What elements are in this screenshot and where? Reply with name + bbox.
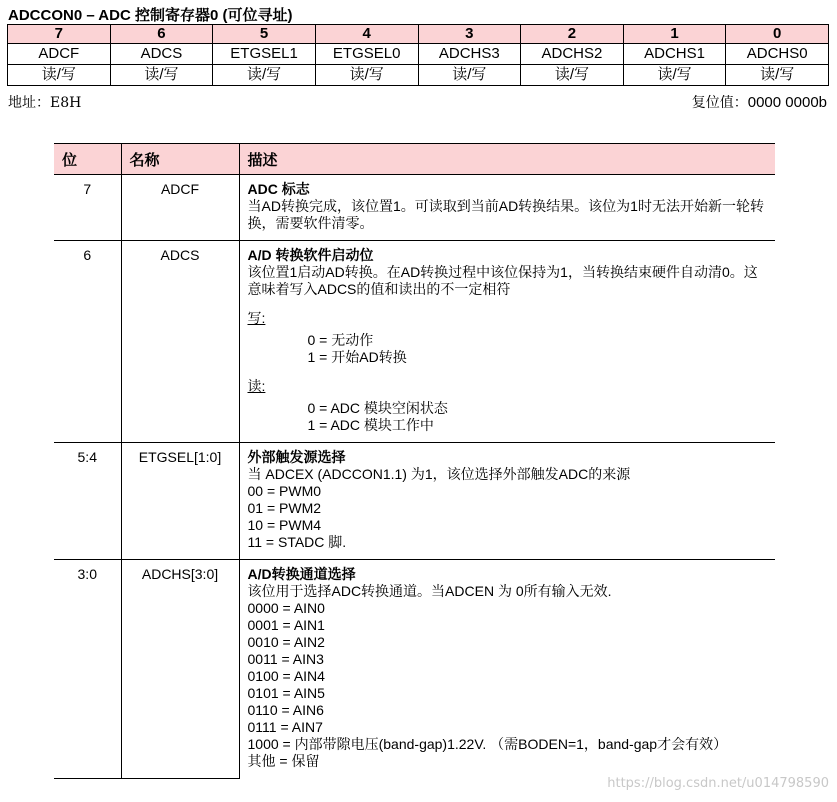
desc-line: 该位用于选择ADC转换通道。当ADCEN 为 0所有输入无效. xyxy=(247,583,612,599)
bit-access: 读/写 xyxy=(213,65,316,86)
reset-value-text: 0000 0000b xyxy=(747,94,827,111)
bit-number: 2 xyxy=(521,25,624,44)
desc-line: 当 ADCEX (ADCCON1.1) 为1，该位选择外部触发ADC的来源 xyxy=(247,466,631,482)
desc-line: 00 = PWM0 xyxy=(247,483,322,499)
table-row xyxy=(54,241,775,443)
bit-access: 读/写 xyxy=(8,65,111,86)
desc-line: 该位置1启动AD转换。在AD转换过程中该位保持为1，当转换结束硬件自动清0。这意味着写入ADCS的值和读出的不一定相符 xyxy=(247,264,758,297)
desc-line: 0000 = AIN0 xyxy=(247,600,325,616)
desc-line: 0100 = AIN4 xyxy=(247,668,325,684)
header-description: 描述 xyxy=(239,144,775,175)
reset-label: 复位值： xyxy=(691,94,748,110)
read-option: 0 = ADC 模块空闲状态 xyxy=(307,400,448,416)
row-description xyxy=(239,560,775,779)
read-option: 1 = ADC 模块工作中 xyxy=(307,417,434,433)
bit-access: 读/写 xyxy=(521,65,624,86)
desc-line: 01 = PWM2 xyxy=(247,500,322,516)
bit-number: 4 xyxy=(315,25,418,44)
row-bit: 5:4 xyxy=(54,443,121,560)
row-heading: ADC 标志 xyxy=(247,181,310,197)
register-bit-table xyxy=(7,24,829,86)
bit-number: 6 xyxy=(110,25,213,44)
bit-name: ADCS xyxy=(110,44,213,65)
table-row xyxy=(54,175,775,241)
row-name: ETGSEL[1:0] xyxy=(121,443,239,560)
bit-name: ADCF xyxy=(8,44,111,65)
row-heading: A/D 转换软件启动位 xyxy=(247,247,374,263)
desc-line: 11 = STADC 脚. xyxy=(247,534,347,550)
bit-access: 读/写 xyxy=(110,65,213,86)
bit-access-row xyxy=(8,65,829,86)
register-title: ADCCON0 – ADC 控制寄存器0 (可位寻址) xyxy=(8,7,293,24)
write-label: 写: xyxy=(247,310,266,326)
desc-line: 0101 = AIN5 xyxy=(247,685,325,701)
row-description xyxy=(239,443,775,560)
bit-access: 读/写 xyxy=(418,65,521,86)
bit-name: ETGSEL0 xyxy=(315,44,418,65)
row-bit: 6 xyxy=(54,241,121,443)
table-row xyxy=(54,443,775,560)
desc-line: 0111 = AIN7 xyxy=(247,719,323,735)
watermark: https://blog.csdn.net/u014798590 xyxy=(607,776,829,791)
desc-line: 其他 = 保留 xyxy=(247,753,320,769)
bit-name-row xyxy=(8,44,829,65)
bit-name: ADCHS2 xyxy=(521,44,624,65)
bit-name: ADCHS1 xyxy=(623,44,726,65)
header-name: 名称 xyxy=(121,144,239,175)
row-heading: 外部触发源选择 xyxy=(247,449,346,465)
row-description xyxy=(239,175,775,241)
desc-line: 0011 = AIN3 xyxy=(247,651,324,667)
bit-access: 读/写 xyxy=(623,65,726,86)
bit-number: 5 xyxy=(213,25,316,44)
row-heading: A/D转换通道选择 xyxy=(247,566,356,582)
desc-line: 1000 = 内部带隙电压(band-gap)1.22V. （需BODEN=1，band-gap才会有效） xyxy=(247,736,728,752)
row-name: ADCHS[3:0] xyxy=(121,560,239,779)
desc-line: 0010 = AIN2 xyxy=(247,634,325,650)
desc-line: 0110 = AIN6 xyxy=(247,702,324,718)
read-label: 读: xyxy=(247,378,266,394)
bit-name: ADCHS3 xyxy=(418,44,521,65)
bit-access: 读/写 xyxy=(726,65,829,86)
desc-line: 10 = PWM4 xyxy=(247,517,322,533)
bit-access: 读/写 xyxy=(315,65,418,86)
desc-line: 当AD转换完成，该位置1。可读取到当前AD转换结果。该位为1时无法开始新一轮转换，需要软件清零。 xyxy=(247,198,764,231)
bit-description-table xyxy=(54,143,775,779)
bit-number-row xyxy=(8,25,829,44)
table-row xyxy=(54,560,775,779)
row-name: ADCS xyxy=(121,241,239,443)
row-description xyxy=(239,241,775,443)
write-option: 1 = 开始AD转换 xyxy=(307,349,407,365)
row-bit: 7 xyxy=(54,175,121,241)
bit-number: 7 xyxy=(8,25,111,44)
bit-name: ADCHS0 xyxy=(726,44,829,65)
desc-line: 0001 = AIN1 xyxy=(247,617,325,633)
register-address: 地址：E8H xyxy=(8,95,82,111)
desc-header-row xyxy=(54,144,775,175)
bit-number: 0 xyxy=(726,25,829,44)
bit-number: 3 xyxy=(418,25,521,44)
reset-value xyxy=(692,92,827,112)
row-bit: 3:0 xyxy=(54,560,121,779)
header-bit: 位 xyxy=(54,144,121,175)
row-name: ADCF xyxy=(121,175,239,241)
bit-number: 1 xyxy=(623,25,726,44)
write-option: 0 = 无动作 xyxy=(307,332,374,348)
bit-name: ETGSEL1 xyxy=(213,44,316,65)
